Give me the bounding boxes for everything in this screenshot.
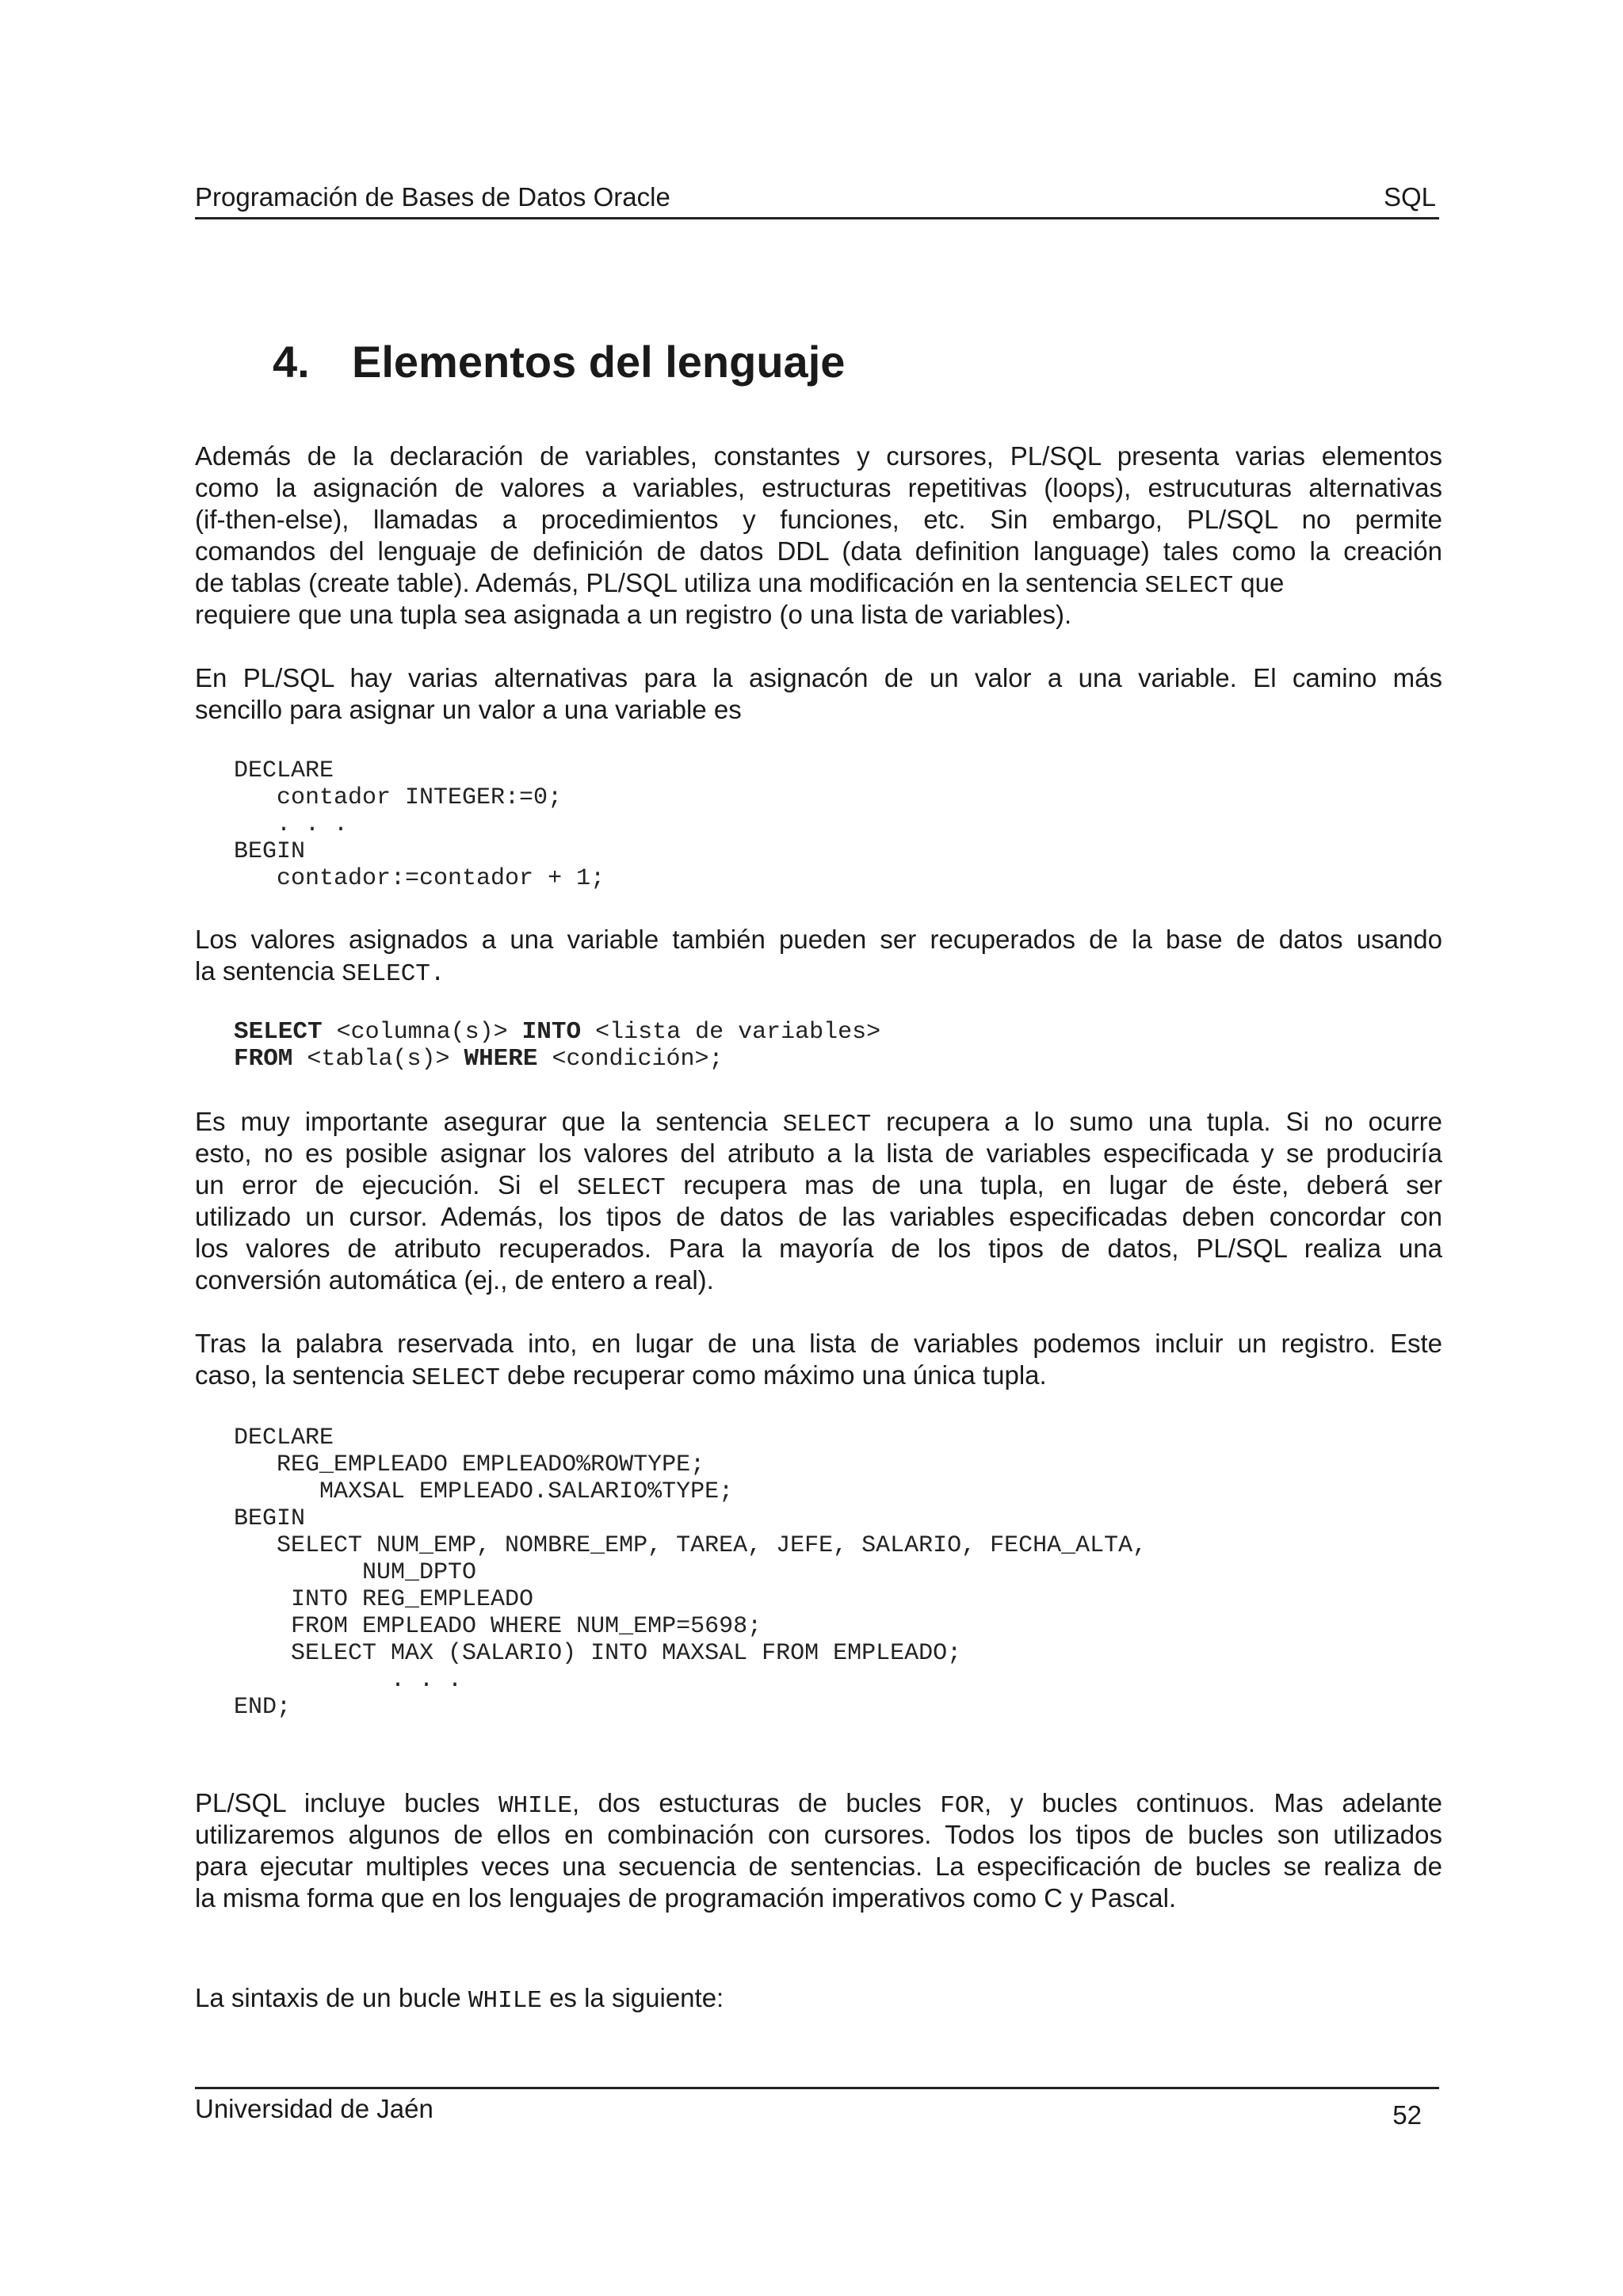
paragraph-select-values (195, 924, 1442, 987)
text-line (195, 1982, 1442, 2014)
keyword-select: SELECT (234, 1018, 323, 1046)
text-line: sencillo para asignar un valor a una variable es (195, 695, 742, 724)
text-segment: , dos estucturas de bucles (571, 1788, 941, 1817)
text-line: utilizado un cursor. Además, los tipos de datos de las variables especificadas deben concordar con (195, 1202, 1442, 1231)
paragraph-intro (195, 441, 1442, 631)
text-segment: la sentencia (195, 956, 342, 986)
paragraph-assignment (195, 662, 1442, 726)
text-line: como la asignación de valores a variables, estructuras repetitivas (loops), estrucuturas alternativas (195, 473, 1442, 502)
text-segment: que (1233, 568, 1285, 597)
text-line (195, 955, 1442, 987)
text-line: Los valores asignados a una variable también pueden ser recuperados de la base de datos usando (195, 925, 1442, 954)
code-line: contador INTEGER:=0; (234, 784, 563, 811)
keyword-into: INTO (521, 1018, 582, 1046)
text-line: (if-then-else), llamadas a procedimientos y funciones, etc. Sin embargo, PL/SQL no permite (195, 505, 1442, 534)
syntax-variables: <lista de variables> (581, 1019, 881, 1046)
text-segment: caso, la sentencia (195, 1360, 412, 1390)
code-line: . . . (234, 811, 349, 838)
header-title: Programación de Bases de Datos Oracle (195, 182, 670, 212)
paragraph-loops (195, 1787, 1442, 1914)
code-line: BEGIN (234, 838, 306, 865)
text-segment: La sintaxis de un bucle (195, 1983, 468, 2012)
code-line: NUM_DPTO (234, 1559, 477, 1586)
text-line: requiere que una tupla sea asignada a un registro (o una lista de variables). (195, 600, 1072, 629)
text-segment: es la siguiente: (541, 1983, 724, 2012)
page-header (195, 176, 1439, 219)
text-line: Tras la palabra reservada into, en lugar de una lista de variables podemos incluir un registro. Este (195, 1329, 1442, 1358)
text-line: la misma forma que en los lenguajes de programación imperativos como C y Pascal. (195, 1883, 1177, 1913)
inline-code: FOR (940, 1792, 985, 1820)
text-segment: Es muy importante asegurar que la sentencia (195, 1107, 783, 1136)
footer-institution: Universidad de Jaén (195, 2094, 433, 2123)
text-line (195, 567, 1442, 599)
text-line (195, 1787, 1442, 1819)
section-number: 4. (273, 337, 310, 387)
text-segment: de tablas (create table). Además, PL/SQL utiliza una modificación en la sentencia (195, 568, 1145, 597)
header-section: SQL (1383, 182, 1436, 212)
page-number: 52 (1392, 2100, 1422, 2130)
code-line: contador:=contador + 1; (234, 865, 605, 892)
inline-code: SELECT (782, 1111, 872, 1138)
code-block-declare (234, 757, 605, 892)
paragraph-into-record (195, 1328, 1442, 1391)
code-line: REG_EMPLEADO EMPLEADO%ROWTYPE; (234, 1451, 705, 1478)
inline-code: SELECT (411, 1364, 500, 1392)
text-segment: , y bucles continuos. Mas adelante (984, 1788, 1442, 1817)
page-footer (195, 2087, 1439, 2130)
paragraph-select-warning (195, 1106, 1442, 1296)
syntax-condition: <condición>; (537, 1046, 724, 1073)
text-segment: un error de ejecución. Si el (195, 1170, 578, 1199)
code-block-select-syntax (234, 1019, 880, 1073)
syntax-table: <tabla(s)> (292, 1046, 464, 1073)
code-line: BEGIN (234, 1505, 306, 1532)
text-line (195, 1106, 1442, 1138)
text-line: Además de la declaración de variables, constantes y cursores, PL/SQL presenta varias elementos (195, 441, 1442, 471)
inline-code: WHILE (498, 1792, 572, 1820)
inline-code: SELECT (577, 1174, 666, 1202)
text-line: para ejecutar multiples veces una secuencia de sentencias. La especificación de bucles se realiza de (195, 1852, 1442, 1881)
text-line (195, 1169, 1442, 1201)
text-line: comandos del lenguaje de definición de datos DDL (data definition language) tales como la creación (195, 536, 1442, 566)
code-line: MAXSAL EMPLEADO.SALARIO%TYPE; (234, 1478, 734, 1505)
text-segment: recupera a lo sumo una tupla. Si no ocurre (871, 1107, 1442, 1136)
code-line: . . . (234, 1667, 463, 1694)
code-line: SELECT NUM_EMP, NOMBRE_EMP, TAREA, JEFE, SALARIO, FECHA_ALTA, (234, 1532, 1148, 1559)
text-line: los valores de atributo recuperados. Para la mayoría de los tipos de datos, PL/SQL realiza una (195, 1234, 1442, 1263)
text-segment: recupera mas de una tupla, en lugar de éste, deberá ser (665, 1170, 1442, 1199)
section-title: Elementos del lenguaje (352, 337, 846, 387)
text-line: utilizaremos algunos de ellos en combinación con cursores. Todos los tipos de bucles son utilizados (195, 1820, 1442, 1849)
text-line: conversión automática (ej., de entero a real). (195, 1265, 714, 1295)
text-line: En PL/SQL hay varias alternativas para la asignacón de un valor a una variable. El camino más (195, 663, 1442, 692)
paragraph-while-syntax (195, 1982, 1442, 2014)
code-line: DECLARE (234, 757, 334, 784)
inline-code: SELECT. (342, 960, 445, 988)
code-line: INTO REG_EMPLEADO (234, 1586, 534, 1613)
keyword-from: FROM (234, 1045, 293, 1073)
code-line: SELECT MAX (SALARIO) INTO MAXSAL FROM EMPLEADO; (234, 1640, 962, 1667)
inline-code: SELECT (1144, 572, 1234, 600)
text-line: esto, no es posible asignar los valores del atributo a la lista de variables especificada y se produciría (195, 1138, 1442, 1168)
code-line: END; (234, 1694, 292, 1721)
text-segment: PL/SQL incluye bucles (195, 1788, 498, 1817)
code-line: DECLARE (234, 1425, 334, 1451)
section-heading (273, 336, 845, 387)
inline-code: WHILE (468, 1987, 542, 2015)
text-line (195, 1360, 1442, 1391)
code-block-rowtype-example (234, 1425, 1147, 1721)
text-segment: debe recuperar como máximo una única tupla. (499, 1360, 1047, 1390)
keyword-where: WHERE (464, 1045, 538, 1073)
syntax-columns: <columna(s)> (322, 1019, 522, 1046)
code-line: FROM EMPLEADO WHERE NUM_EMP=5698; (234, 1613, 762, 1640)
